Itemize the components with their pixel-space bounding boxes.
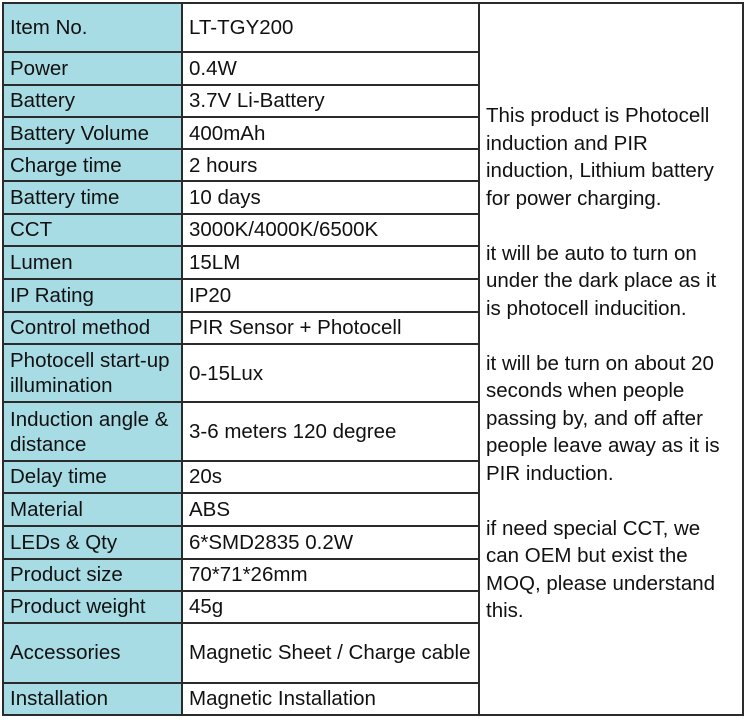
spec-label: Induction angle & distance [3,402,182,460]
spec-value: Magnetic Installation [182,683,479,715]
spec-value: IP20 [182,279,479,311]
spec-value: 45g [182,591,479,623]
spec-value: 3.7V Li-Battery [182,85,479,117]
spec-table [2,2,744,716]
spec-label: Lumen [3,246,182,279]
spec-label: Product size [3,559,182,591]
spec-value: PIR Sensor + Photocell [182,312,479,344]
spec-label: Product weight [3,591,182,623]
product-description [479,3,743,715]
spec-label: Battery time [3,181,182,213]
description-paragraph: it will be auto to turn on under the dark place as it is photocell inducition. [486,241,717,320]
table-row [3,3,743,52]
spec-value: Magnetic Sheet / Charge cable [182,623,479,683]
spec-label: Delay time [3,461,182,493]
spec-value: 15LM [182,246,479,279]
spec-value: 2 hours [182,149,479,181]
spec-label: Power [3,52,182,84]
spec-value: 400mAh [182,117,479,149]
spec-value: 3-6 meters 120 degree [182,402,479,460]
spec-value: LT-TGY200 [182,3,479,52]
spec-label: Battery Volume [3,117,182,149]
spec-value: 0-15Lux [182,344,479,402]
spec-label: Item No. [3,3,182,52]
spec-value: 6*SMD2835 0.2W [182,526,479,558]
spec-value: ABS [182,493,479,526]
spec-label: Battery [3,85,182,117]
spec-label: CCT [3,214,182,246]
description-paragraph: it will be turn on about 20 seconds when people passing by, and off after people leave away as it is PIR induction. [486,351,720,485]
spec-label: Photocell start-up illumination [3,344,182,402]
spec-value: 0.4W [182,52,479,84]
spec-label: Installation [3,683,182,715]
spec-label: Charge time [3,149,182,181]
spec-label: Material [3,493,182,526]
spec-label: Control method [3,312,182,344]
spec-label: LEDs & Qty [3,526,182,558]
spec-value: 3000K/4000K/6500K [182,214,479,246]
spec-label: Accessories [3,623,182,683]
spec-value: 70*71*26mm [182,559,479,591]
spec-value: 20s [182,461,479,493]
description-paragraph: This product is Photocell induction and PIR induction, Lithium battery for power charging. [486,104,714,210]
spec-label: IP Rating [3,279,182,311]
spec-value: 10 days [182,181,479,213]
description-paragraph: if need special CCT, we can OEM but exist the MOQ, please understand this. [486,516,716,622]
